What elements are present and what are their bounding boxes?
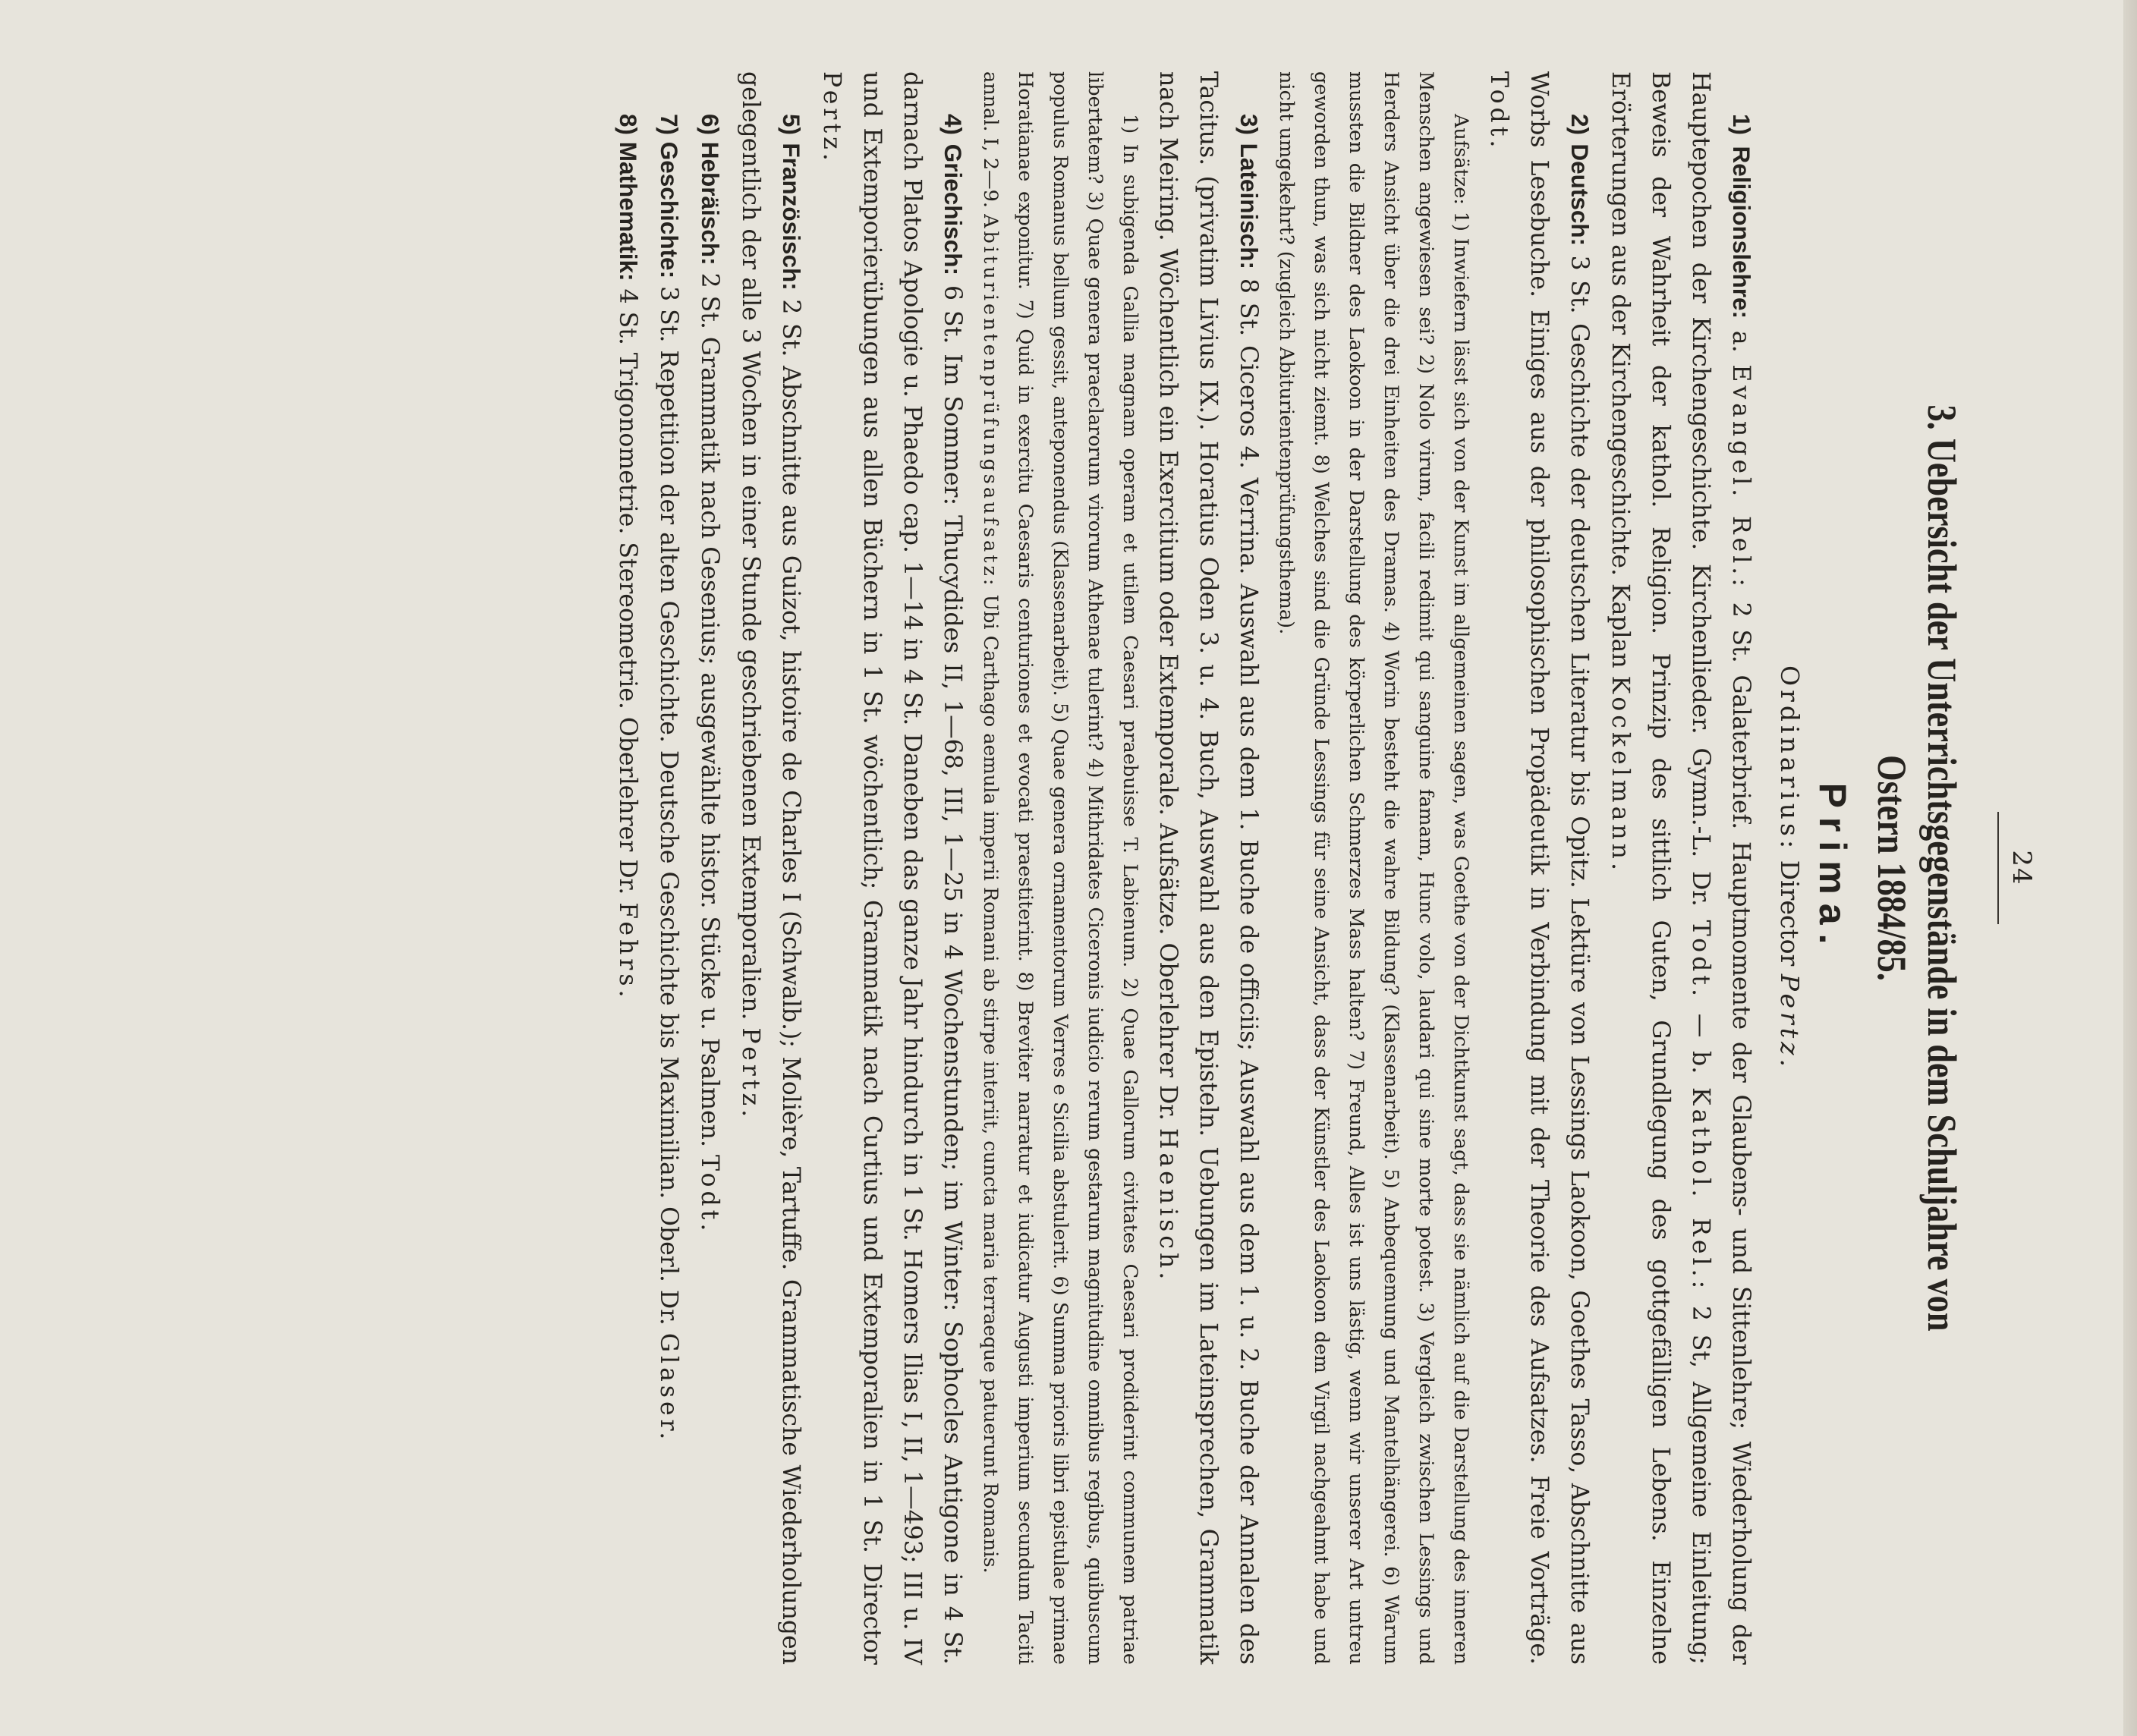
griechisch-teacher: Pertz. xyxy=(818,71,845,165)
subject-mathematik xyxy=(607,71,648,1665)
page-number: 24 xyxy=(1997,812,2037,923)
ordinarius-label: Ordinarius: xyxy=(1775,665,1805,853)
section-title-line2: Ostern 1884/85. xyxy=(1869,755,1915,981)
latein-text-1: 8 St. Ciceros 4. Verrina. Auswahl aus dem 1. Buche de officiis; Auswahl aus dem 1. u. 2. Buche der Annalen des Tacitus. (privatim Livius IX.). Horatius Oden 3. u. 4. Buch, Auswahl aus den Episteln. Uebungen im Lateinsprechen, Grammatik nach Meiring. Wöchentlich ein Exercitium oder Extemporale. Aufsätze. Oberlehrer Dr. xyxy=(1154,71,1262,1665)
latein-abitur-label: Abiturientenprüfungsaufsatz: xyxy=(979,214,1002,589)
deutsch-teacher: Todt. xyxy=(1485,71,1512,152)
subject-heading-deutsch: 2) Deutsch: xyxy=(1566,114,1594,247)
religion-text-1: a. xyxy=(1727,319,1755,365)
subject-deutsch xyxy=(1478,71,1600,1665)
latein-essays-a: 1) In subigenda Gallia magnam operam et utilem Caesari praebuisse T. Labienum. 2) Quae Gallorum civitates Caesari prodiderint communem patriae libertatem? 3) Quae genera praeclarorum virorum Athenae tulerint? 4) Mithridates Ciceronis iudicio rerum gestarum magnitudine omnibus regibus, quibuscum populus Romanus bellum gessit, anteponendus (Klassenarbeit). 5) Quae genera ornamentorum Verres e Sicilia abstulerit. 6) Summa prioris libri epistulae primae Horatianae exponitur. 7) Quid in exercitu Caesaris centuriones et evocati praestiterint. 8) Breviter narratur et iudicatur Augusti imperium secundum Taciti annal. I, 2—9. xyxy=(979,71,1141,1665)
hebraeisch-teacher: Todt. xyxy=(696,1154,723,1235)
section-title xyxy=(1867,215,1967,1521)
religion-teacher-1: Todt. xyxy=(1687,920,1714,1000)
latein-essays-b: Ubi Carthago aemula imperii Romani ab stirpe interiit, cuncta maria terraeque patuerunt Romanis. xyxy=(979,588,1002,1574)
ordinarius-title: Director xyxy=(1775,860,1805,967)
scan-edge xyxy=(2123,0,2137,1736)
religion-text-4: 2 St, Allgemeine Einleitung; Beweis der Wahrheit der kathol. Religion. Prinzip des sittlich Guten, Grundlegung des gottgefälligen Lebens. Einzelne Erörterungen aus der Kirchengeschichte. Kaplan xyxy=(1607,71,1714,1665)
mathematik-text-1: 4 St. Trigonometrie. Stereometrie. Oberlehrer Dr. xyxy=(614,281,641,903)
deutsch-essay-topics: Aufsätze: 1) Inwiefern lässt sich von der Kunst im allgemeinen sagen, was Goethe von der Dichtkunst sagt, dass sie nämlich auf die Darstellung des inneren Menschen angewiesen sei? 2) Nolo virum, facili redimit qui sanguine famam, Hunc volo, laudari qui sine morte potest. 3) Vergleich zwischen Lessings und Herders Ansicht über die drei Einheiten des Dramas. 4) Worin besteht die wahre Bildung? (Klassenarbeit). 5) Anbequemung und Mantelhängerei. 6) Warum mussten die Bildner des Laokoon in der Darstellung des körperlichen Schmerzes Mass halten? 7) Freund, Alles ist uns lästig, wenn wir unserer Art untreu geworden thun, was sich nicht ziemt. 8) Welches sind die Gründe Lessings für seine Ansicht, dass der Künstler des Laokoon dem Virgil nachgeahmt habe und nicht umgekehrt? (zugleich Abiturientenprüfungsthema). xyxy=(1275,71,1472,1665)
religion-kathol: Kathol. Rel.: xyxy=(1687,1087,1714,1293)
subject-heading-mathematik: 8) Mathematik: xyxy=(615,114,642,281)
religion-evangel: Evangel. Rel.: xyxy=(1727,364,1755,590)
subject-franzoesisch xyxy=(730,71,811,1665)
class-heading: Prima. xyxy=(1811,782,1854,954)
subject-geschichte xyxy=(648,71,689,1665)
franzoesisch-teacher: Pertz. xyxy=(737,1027,764,1121)
subject-hebraeisch xyxy=(689,71,730,1665)
subject-heading-griechisch: 4) Griechisch: xyxy=(939,114,967,276)
griechisch-text-1: 6 St. Im Sommer: Thucydides II, 1—68, III, 1—25 in 4 Wochenstunden; im Winter: Sophocles Antigone in 4 St. darnach Platos Apologie u. Phaedo cap. 1—14 in 4 St. Daneben das ganze Jahr hindurch in 1 St. Homers Ilias I, II, 1—493; III u. IV und Extemporierübungen aus allen Büchern in 1 St. wöchentlich; Grammatik nach Curtius und Extemporalien in 1 St. Director xyxy=(858,71,966,1665)
deutsch-text-1: 3 St. Geschichte der deutschen Literatur bis Opitz. Lektüre von Lessings Laokoon, Goethes Tasso, Abschnitte aus Worbs Lesebuche. Einiges aus der philosophischen Propädeutik in Verbindung mit der Theorie des Aufsatzes. Freie Vorträge. xyxy=(1525,71,1593,1665)
subject-heading-hebraeisch: 6) Hebräisch: xyxy=(697,114,724,266)
subject-griechisch xyxy=(811,71,973,1665)
subject-religion xyxy=(1600,71,1761,1665)
ordinarius-name: Pertz. xyxy=(1775,973,1805,1071)
religion-teacher-2: Kockelmann. xyxy=(1607,675,1634,874)
page-number-wrap xyxy=(1997,71,2037,1665)
rotated-page xyxy=(90,41,2047,1695)
religion-text-2: 2 St. Galaterbrief. Hauptmomente der Glaubens- und Sittenlehre; Wiederholung der Hauptepochen der Kirchengeschichte. Kirchenlieder. Gymn.-L. Dr. xyxy=(1687,71,1755,1665)
hebraeisch-text-1: 2 St. Grammatik nach Gesenius; ausgewählte histor. Stücke u. Psalmen. xyxy=(696,265,723,1155)
geschichte-teacher: Glaser. xyxy=(655,1332,682,1444)
section-title-line1: 3. Uebersicht der Unterrichtsgegenstände in dem Schuljahre von xyxy=(1919,404,1965,1332)
geschichte-text-1: 3 St. Repetition der alten Geschichte. Deutsche Geschichte bis Maximilian. Oberl. Dr. xyxy=(655,278,682,1333)
mathematik-teacher: Fehrs. xyxy=(614,902,641,1002)
franzoesisch-text-1: 2 St. Abschnitte aus Guizot, histoire de Charles I (Schwalb.); Molière, Tartuffe. Grammatische Wiederholungen gelegentlich der alle 3 Wochen in einer Stunde geschriebenen Extemporalien. xyxy=(737,71,804,1665)
latein-essay-topics xyxy=(973,71,1147,1665)
religion-text-3: — b. xyxy=(1687,999,1714,1088)
subject-heading-latein: 3) Lateinisch: xyxy=(1235,114,1263,269)
subject-heading-religion: 1) Religionslehre: xyxy=(1728,114,1755,319)
latein-teacher: Haenisch. xyxy=(1154,1127,1182,1284)
subject-heading-franzoesisch: 5) Französisch: xyxy=(778,114,805,291)
ordinarius-line xyxy=(1775,71,1805,1665)
subject-latein xyxy=(1147,71,1269,1665)
subject-heading-geschichte: 7) Geschichte: xyxy=(656,114,683,279)
